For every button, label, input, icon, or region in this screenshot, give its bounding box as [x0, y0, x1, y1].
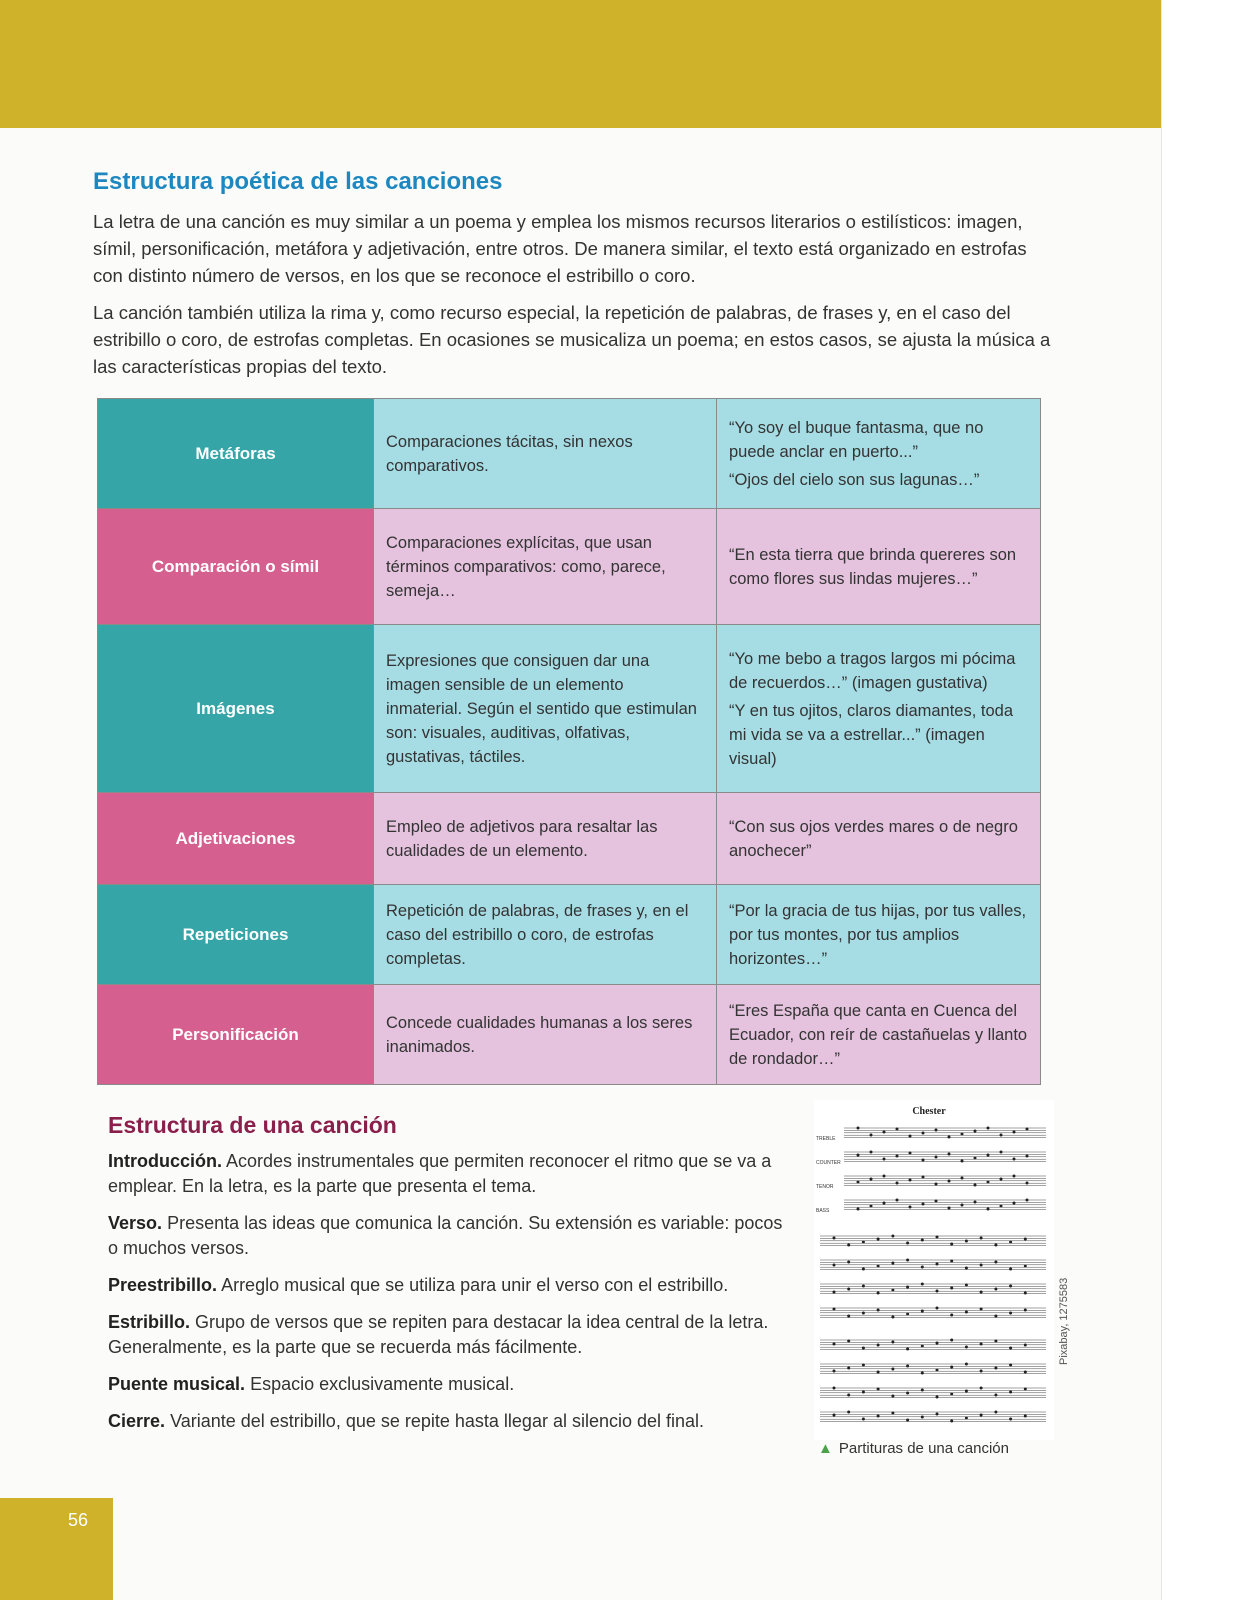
structure-item	[108, 1211, 788, 1261]
note-head	[965, 1267, 968, 1270]
literary-devices-table	[97, 398, 1041, 1085]
term: Cierre.	[108, 1411, 166, 1431]
note-head	[961, 1204, 964, 1207]
note-head	[980, 1308, 983, 1311]
row-label: Metáforas	[98, 399, 374, 509]
note-head	[870, 1178, 873, 1181]
note-head	[847, 1411, 850, 1414]
note-head	[1009, 1391, 1012, 1394]
row-label: Adjetivaciones	[98, 793, 374, 885]
note-head	[847, 1340, 850, 1343]
caption-text: Partituras de una canción	[838, 1440, 1009, 1457]
note-head	[922, 1159, 925, 1162]
note-head	[965, 1240, 968, 1243]
note-head	[847, 1315, 850, 1318]
note-head	[862, 1347, 865, 1350]
note-head	[965, 1363, 968, 1366]
note-head	[896, 1199, 899, 1202]
note-head	[936, 1263, 939, 1266]
note-head	[833, 1343, 836, 1346]
note-head	[1000, 1151, 1003, 1154]
note-head	[921, 1345, 924, 1348]
note-head	[935, 1200, 938, 1203]
note-head	[921, 1310, 924, 1313]
note-head	[961, 1160, 964, 1163]
note-head	[862, 1418, 865, 1421]
note-head	[883, 1131, 886, 1134]
note-head	[896, 1128, 899, 1131]
note-head	[980, 1414, 983, 1417]
note-head	[847, 1367, 850, 1370]
row-examples	[717, 509, 1041, 625]
note-head	[847, 1244, 850, 1247]
note-head	[833, 1414, 836, 1417]
note-head	[994, 1244, 997, 1247]
note-head	[974, 1130, 977, 1133]
term: Estribillo.	[108, 1312, 191, 1332]
figure-caption	[818, 1440, 1009, 1457]
note-head	[833, 1237, 836, 1240]
voice-label: BASS	[816, 1208, 830, 1214]
note-head	[1009, 1418, 1012, 1421]
note-head	[961, 1133, 964, 1136]
image-credit: Pixabay, 1275583	[1058, 1277, 1070, 1365]
note-head	[906, 1242, 909, 1245]
note-head	[870, 1151, 873, 1154]
note-head	[906, 1348, 909, 1351]
note-head	[921, 1283, 924, 1286]
note-head	[1009, 1347, 1012, 1350]
row-definition: Repetición de palabras, de frases y, en el caso del estribillo o coro, de estrofas completas.	[374, 885, 717, 985]
note-head	[1013, 1158, 1016, 1161]
note-head	[950, 1420, 953, 1423]
note-head	[833, 1370, 836, 1373]
note-head	[1013, 1131, 1016, 1134]
row-label: Repeticiones	[98, 885, 374, 985]
term: Puente musical.	[108, 1374, 246, 1394]
example-text: “Ojos del cielo son sus lagunas…”	[729, 470, 980, 489]
page-number-box	[0, 1498, 113, 1600]
note-head	[980, 1370, 983, 1373]
structure-item	[108, 1310, 788, 1360]
note-head	[936, 1413, 939, 1416]
paragraph-2: La canción también utiliza la rima y, como recurso especial, la repetición de palabras, de frases y, en el caso del estribillo o coro, de estrofas completas. En ocasiones se musicaliza un poema; en estos casos, se ajusta la música a las características propias del texto.	[93, 302, 1051, 377]
note-head	[980, 1264, 983, 1267]
note-head	[1024, 1265, 1027, 1268]
note-head	[994, 1261, 997, 1264]
note-head	[906, 1286, 909, 1289]
note-head	[1009, 1312, 1012, 1315]
note-head	[909, 1135, 912, 1138]
example-text: “Y en tus ojitos, claros diamantes, toda mi vida se va a estrellar...” (imagen visual)	[729, 701, 1014, 768]
term: Introducción.	[108, 1151, 222, 1171]
voice-label: TREBLE	[816, 1136, 836, 1142]
page-number: 56	[68, 1510, 89, 1530]
triangle-icon: ▲	[818, 1440, 833, 1457]
sheet-music-svg	[814, 1100, 1054, 1440]
note-head	[891, 1395, 894, 1398]
note-head	[833, 1308, 836, 1311]
note-head	[1024, 1292, 1027, 1295]
note-head	[948, 1180, 951, 1183]
note-head	[847, 1394, 850, 1397]
note-head	[1024, 1344, 1027, 1347]
note-head	[980, 1291, 983, 1294]
note-head	[1024, 1371, 1027, 1374]
note-head	[857, 1154, 860, 1157]
note-head	[965, 1346, 968, 1349]
note-head	[961, 1177, 964, 1180]
note-head	[891, 1412, 894, 1415]
note-head	[1026, 1128, 1029, 1131]
note-head	[1024, 1388, 1027, 1391]
note-head	[994, 1288, 997, 1291]
note-head	[922, 1203, 925, 1206]
note-head	[950, 1260, 953, 1263]
example-text: “Eres España que canta en Cuenca del Ecuador, con reír de castañuelas y llanto de rondador…”	[729, 1001, 1028, 1068]
note-head	[862, 1364, 865, 1367]
note-head	[921, 1416, 924, 1419]
example-text: “Yo me bebo a tragos largos mi pócima de recuerdos…” (imagen gustativa)	[729, 649, 1016, 692]
note-head	[994, 1315, 997, 1318]
note-head	[862, 1285, 865, 1288]
note-head	[980, 1237, 983, 1240]
note-head	[891, 1368, 894, 1371]
note-head	[965, 1417, 968, 1420]
term-text: Variante del estribillo, que se repite hasta llegar al silencio del final.	[170, 1411, 705, 1431]
example-text: “En esta tierra que brinda quereres son como flores sus lindas mujeres…”	[729, 545, 1017, 588]
row-examples	[717, 985, 1041, 1085]
note-head	[974, 1157, 977, 1160]
table-row	[98, 509, 1041, 625]
note-head	[847, 1288, 850, 1291]
note-head	[921, 1266, 924, 1269]
note-head	[936, 1290, 939, 1293]
structure-item	[108, 1149, 788, 1199]
note-head	[1024, 1238, 1027, 1241]
term: Preestribillo.	[108, 1275, 218, 1295]
term-text: Acordes instrumentales que permiten reconocer el ritmo que se va a emplear. En la letra, es la parte que presenta el tema.	[108, 1151, 772, 1196]
example-text: “Yo soy el buque fantasma, que no puede anclar en puerto...”	[729, 418, 984, 461]
note-head	[1013, 1175, 1016, 1178]
note-head	[936, 1369, 939, 1372]
note-head	[833, 1264, 836, 1267]
voice-label: TENOR	[816, 1184, 834, 1190]
row-definition: Empleo de adjetivos para resaltar las cualidades de un elemento.	[374, 793, 717, 885]
note-head	[922, 1176, 925, 1179]
structure-item	[108, 1372, 788, 1397]
note-head	[833, 1291, 836, 1294]
note-head	[906, 1392, 909, 1395]
row-examples	[717, 399, 1041, 509]
note-head	[950, 1366, 953, 1369]
note-head	[1009, 1268, 1012, 1271]
note-head	[980, 1387, 983, 1390]
note-head	[1000, 1205, 1003, 1208]
note-head	[909, 1206, 912, 1209]
note-head	[987, 1181, 990, 1184]
note-head	[1024, 1309, 1027, 1312]
row-definition: Expresiones que consiguen dar una imagen sensible de un elemento inmaterial. Según el sentido que estimulan son: visuales, auditivas, olfativas, gustativas, táctiles.	[374, 625, 717, 793]
note-head	[906, 1365, 909, 1368]
note-head	[1009, 1364, 1012, 1367]
paragraph-1: La letra de una canción es muy similar a un poema y emplea los mismos recursos literarios o estilísticos: imagen, símil, personificación, metáfora y adjetivación, entre otros. De manera similar, el texto está organizado en estrofas con distinto número de versos, en los que se reconoce el estribillo o coro.	[93, 211, 1027, 286]
note-head	[936, 1236, 939, 1239]
note-head	[1000, 1178, 1003, 1181]
note-head	[877, 1309, 880, 1312]
note-head	[891, 1235, 894, 1238]
section-song-structure	[108, 1112, 788, 1446]
voice-label: COUNTER	[816, 1160, 841, 1166]
note-head	[1009, 1241, 1012, 1244]
note-head	[857, 1208, 860, 1211]
note-head	[965, 1390, 968, 1393]
note-head	[896, 1182, 899, 1185]
note-head	[857, 1181, 860, 1184]
term-text: Espacio exclusivamente musical.	[250, 1374, 515, 1394]
term-text: Presenta las ideas que comunica la canción. Su extensión es variable: pocos o muchos versos.	[108, 1213, 783, 1258]
table-row	[98, 985, 1041, 1085]
term-text: Grupo de versos que se repiten para destacar la idea central de la letra. Generalmente, es la parte que se recuerda más fácilmente.	[108, 1312, 769, 1357]
note-head	[847, 1261, 850, 1264]
note-head	[994, 1411, 997, 1414]
term-text: Arreglo musical que se utiliza para unir el verso con el estribillo.	[221, 1275, 729, 1295]
score-title: Chester	[912, 1106, 946, 1117]
sheet-music-image	[814, 1100, 1054, 1440]
table-row	[98, 399, 1041, 509]
note-head	[994, 1367, 997, 1370]
note-head	[877, 1415, 880, 1418]
note-head	[974, 1184, 977, 1187]
note-head	[891, 1341, 894, 1344]
note-head	[877, 1292, 880, 1295]
note-head	[877, 1388, 880, 1391]
note-head	[1026, 1155, 1029, 1158]
note-head	[883, 1202, 886, 1205]
section-poetic-structure	[93, 168, 1053, 390]
note-head	[950, 1287, 953, 1290]
header-band	[0, 0, 1162, 128]
note-head	[965, 1284, 968, 1287]
example-text: “Con sus ojos verdes mares o de negro anochecer”	[729, 817, 1018, 860]
term: Verso.	[108, 1213, 163, 1233]
note-head	[1026, 1182, 1029, 1185]
note-head	[935, 1183, 938, 1186]
note-head	[994, 1340, 997, 1343]
note-head	[1026, 1199, 1029, 1202]
row-definition: Comparaciones tácitas, sin nexos comparativos.	[374, 399, 717, 509]
note-head	[950, 1243, 953, 1246]
section-title: Estructura de una canción	[108, 1112, 397, 1138]
note-head	[1013, 1202, 1016, 1205]
note-head	[935, 1156, 938, 1159]
row-examples	[717, 793, 1041, 885]
table-row	[98, 625, 1041, 793]
note-head	[935, 1129, 938, 1132]
note-head	[987, 1208, 990, 1211]
table-row	[98, 793, 1041, 885]
structure-item	[108, 1273, 788, 1298]
note-head	[922, 1132, 925, 1135]
note-head	[909, 1179, 912, 1182]
note-head	[921, 1239, 924, 1242]
note-head	[906, 1419, 909, 1422]
row-label: Personificación	[98, 985, 374, 1085]
note-head	[936, 1342, 939, 1345]
note-head	[994, 1394, 997, 1397]
note-head	[950, 1314, 953, 1317]
note-head	[862, 1391, 865, 1394]
note-head	[883, 1175, 886, 1178]
note-head	[936, 1307, 939, 1310]
note-head	[974, 1201, 977, 1204]
note-head	[909, 1152, 912, 1155]
note-head	[921, 1372, 924, 1375]
note-head	[870, 1134, 873, 1137]
note-head	[1000, 1134, 1003, 1137]
note-head	[1024, 1415, 1027, 1418]
note-head	[896, 1155, 899, 1158]
note-head	[948, 1136, 951, 1139]
note-head	[948, 1207, 951, 1210]
note-head	[883, 1158, 886, 1161]
note-head	[891, 1316, 894, 1319]
note-head	[870, 1205, 873, 1208]
row-definition: Concede cualidades humanas a los seres inanimados.	[374, 985, 717, 1085]
note-head	[833, 1387, 836, 1390]
note-head	[877, 1265, 880, 1268]
note-head	[877, 1371, 880, 1374]
row-examples	[717, 885, 1041, 985]
row-label: Comparación o símil	[98, 509, 374, 625]
note-head	[877, 1344, 880, 1347]
note-head	[965, 1311, 968, 1314]
table-row	[98, 885, 1041, 985]
note-head	[906, 1313, 909, 1316]
structure-item	[108, 1409, 788, 1434]
row-examples	[717, 625, 1041, 793]
note-head	[921, 1389, 924, 1392]
note-head	[950, 1393, 953, 1396]
example-text: “Por la gracia de tus hijas, por tus valles, por tus montes, por tus amplios horizontes…”	[729, 901, 1027, 968]
note-head	[987, 1127, 990, 1130]
section-title: Estructura poética de las canciones	[93, 168, 503, 195]
note-head	[891, 1289, 894, 1292]
note-head	[862, 1241, 865, 1244]
note-head	[862, 1312, 865, 1315]
note-head	[1009, 1285, 1012, 1288]
note-head	[891, 1262, 894, 1265]
note-head	[877, 1238, 880, 1241]
note-head	[950, 1339, 953, 1342]
note-head	[857, 1127, 860, 1130]
note-head	[987, 1154, 990, 1157]
note-head	[980, 1343, 983, 1346]
row-label: Imágenes	[98, 625, 374, 793]
page-edge	[1161, 0, 1236, 1600]
note-head	[906, 1259, 909, 1262]
note-head	[936, 1396, 939, 1399]
note-head	[862, 1268, 865, 1271]
note-head	[948, 1153, 951, 1156]
row-definition: Comparaciones explícitas, que usan términos comparativos: como, parece, semeja…	[374, 509, 717, 625]
